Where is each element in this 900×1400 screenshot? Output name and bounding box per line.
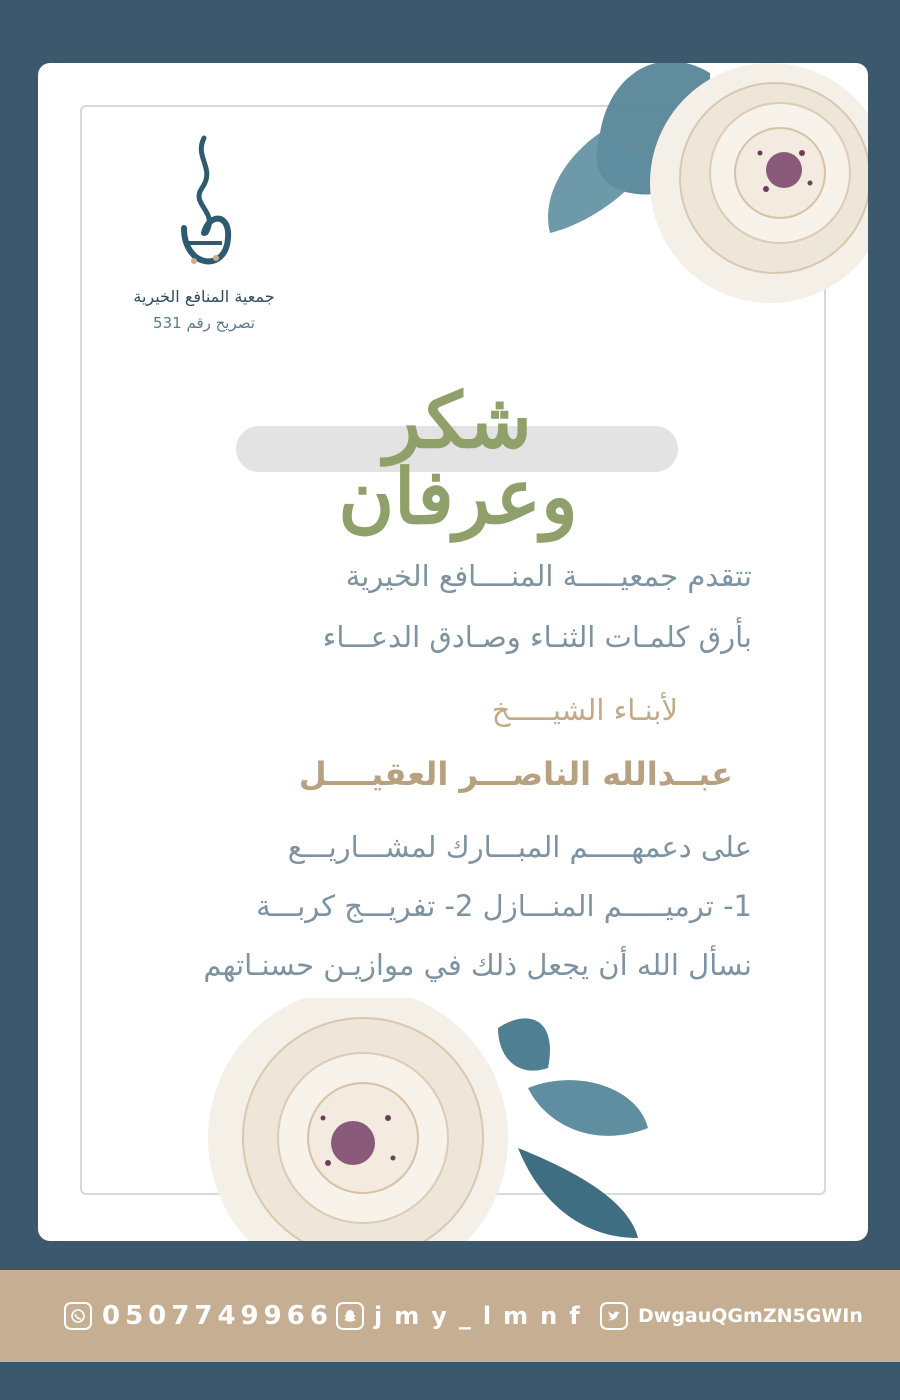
message-line-1: تتقدم جمعيـــــة المنــــافع الخيرية	[345, 559, 752, 593]
organization-logo	[104, 133, 304, 332]
projects-line: 1- ترميـــــم المنـــازل 2- تفريـــج كربـــة	[256, 889, 752, 923]
message-line-2: بأرق كلمـات الثنـاء وصـادق الدعـــاء	[322, 620, 752, 654]
page-title: شكر وعرفان	[338, 376, 578, 541]
prayer-line: نسأل الله أن يجعل ذلك في موازيـن حسنـاتهم	[203, 948, 752, 982]
contact-footer	[0, 1270, 900, 1362]
twitter-contact[interactable]	[600, 1298, 863, 1334]
recipient-name: عبــدالله الناصـــر العقيــــل	[298, 755, 733, 793]
organization-name: جمعية المنافع الخيرية	[133, 287, 275, 306]
license-number: تصريح رقم 531	[153, 314, 255, 332]
snapchat-handle: jmy_lmnf	[374, 1302, 592, 1330]
snapchat-icon	[336, 1302, 364, 1330]
thank-you-card	[38, 63, 868, 1241]
snapchat-contact[interactable]	[336, 1298, 592, 1334]
recipient-line-1: لأبنـاء الشيـــــخ	[491, 693, 678, 727]
flower-top-decoration	[540, 63, 868, 363]
whatsapp-contact[interactable]	[64, 1298, 333, 1334]
flower-bottom-decoration	[158, 998, 678, 1241]
twitter-handle: DwgauQGmZN5GWIn	[638, 1305, 863, 1327]
phone-number: 0507749966	[102, 1301, 333, 1331]
message-line-5: على دعمهـــــم المبـــارك لمشـــاريـــع	[287, 830, 752, 864]
manafea-calligraphy-logo-icon	[164, 133, 244, 283]
whatsapp-icon	[64, 1302, 92, 1330]
twitter-icon	[600, 1302, 628, 1330]
